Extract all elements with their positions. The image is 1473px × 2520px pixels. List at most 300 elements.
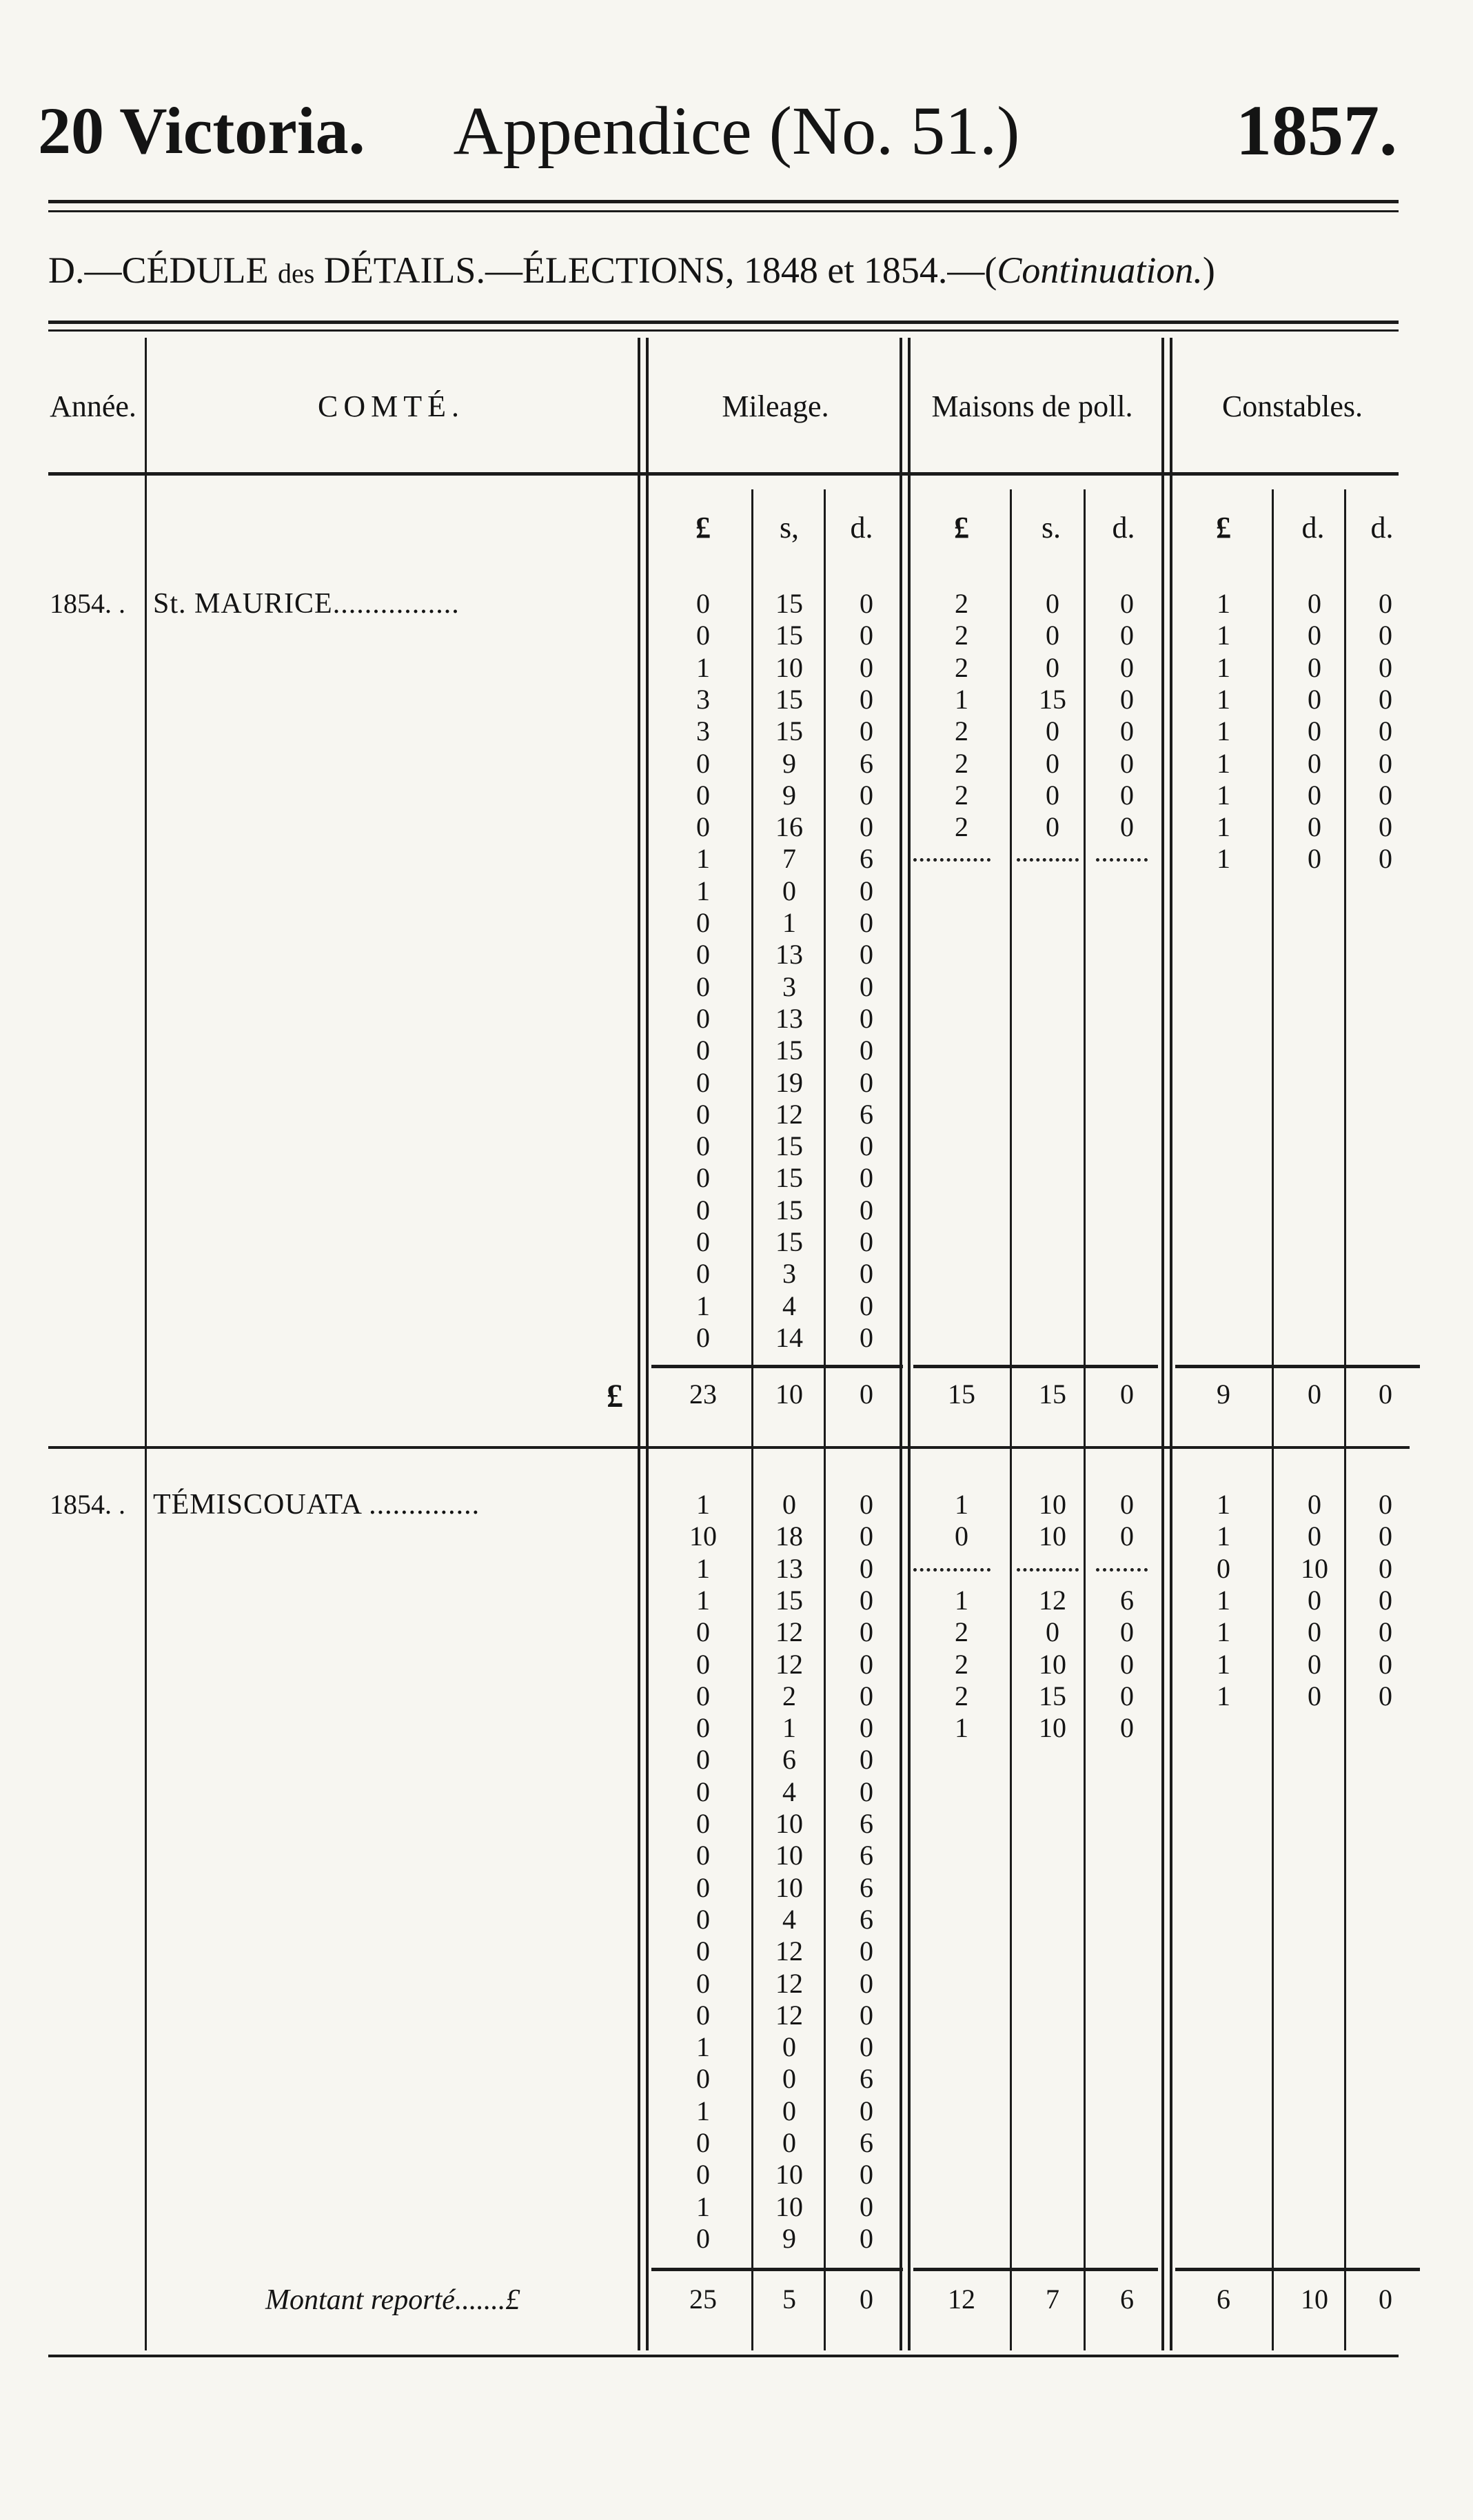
section1-mileage-r7-c0: 0 [696, 811, 710, 843]
section2-maisons-top-r1-c1: 10 [1039, 1521, 1066, 1552]
rule-comte-mileage-a [638, 338, 640, 2350]
section2-maisons-r4-c2: 0 [1120, 1712, 1134, 1744]
section2-mileage-r4-c1: 12 [775, 1616, 803, 1648]
section1-constables-r1-c0: 1 [1217, 620, 1230, 651]
section2-mileage-r16-c0: 0 [696, 1999, 710, 2031]
section1-mileage-r22-c1: 4 [782, 1290, 796, 1321]
section2-maisons-r0-c0: 1 [955, 1584, 968, 1616]
section1-mileage-r2-c1: 10 [775, 651, 803, 683]
section1-maisons-r7-c1: 0 [1046, 811, 1059, 843]
section2-constables-r5-c2: 0 [1379, 1648, 1392, 1680]
header-left: 20 Victoria. [38, 94, 365, 167]
section1-mileage-r10-c0: 0 [696, 907, 710, 938]
rule-annee-comte [145, 338, 147, 2350]
section1-mileage-r3-c1: 15 [775, 683, 803, 715]
unit-maisons-l: £ [954, 511, 969, 545]
section2-maisons-r1-c0: 2 [955, 1616, 968, 1648]
section1-mileage-r21-c1: 3 [782, 1258, 796, 1290]
section1-total-maisons-2: 0 [1120, 1379, 1134, 1410]
section2-constables-r0-c1: 0 [1308, 1489, 1321, 1520]
section2-mileage-r6-c1: 2 [782, 1680, 796, 1711]
section1-mileage-r20-c2: 0 [860, 1226, 873, 1257]
section2-maisons-top-r0-c1: 10 [1039, 1489, 1066, 1520]
section1-mileage-r0-c1: 15 [775, 588, 803, 619]
section1-constables-r4-c0: 1 [1217, 715, 1230, 747]
rule-maisons-d [1084, 489, 1086, 2350]
table-top-rule-2 [48, 329, 1399, 332]
section1-maisons-r4-c0: 2 [955, 715, 968, 747]
section2-mileage-r3-c0: 1 [696, 1584, 710, 1616]
section2-constables-r3-c0: 1 [1217, 1584, 1230, 1616]
section2-mileage-r19-c2: 0 [860, 2095, 873, 2126]
section1-mileage-r14-c2: 0 [860, 1035, 873, 1066]
section2-total-maisons-2: 6 [1120, 2284, 1134, 2315]
section1-total-constables-2: 0 [1379, 1379, 1392, 1410]
section1-mileage-r3-c0: 3 [696, 683, 710, 715]
section1-maisons-r3-c1: 15 [1039, 683, 1066, 715]
section2-mileage-r4-c0: 0 [696, 1616, 710, 1648]
section2-mileage-r17-c2: 0 [860, 2031, 873, 2063]
section1-maisons-r5-c2: 0 [1120, 747, 1134, 779]
section1-maisons-r5-c1: 0 [1046, 747, 1059, 779]
section2-maisons-r2-c1: 10 [1039, 1648, 1066, 1680]
section1-constables-r3-c1: 0 [1308, 683, 1321, 715]
table-title [48, 243, 1215, 301]
section2-mileage-r14-c2: 0 [860, 1935, 873, 1967]
section2-maisons-dots-1 [913, 1568, 991, 1572]
title-part3: DÉTAILS.—ÉLECTIONS, 1848 et 1854.—( [314, 250, 997, 291]
section1-maisons-r1-c1: 0 [1046, 620, 1059, 651]
section2-maisons-top-r0-c2: 0 [1120, 1489, 1134, 1520]
section1-mileage-r16-c1: 12 [775, 1098, 803, 1130]
section2-mileage-r2-c1: 13 [775, 1552, 803, 1584]
title-part1: D.—CÉDULE [48, 250, 278, 291]
section2-mileage-r9-c1: 4 [782, 1776, 796, 1807]
section1-mileage-r5-c1: 9 [782, 747, 796, 779]
section2-maisons-r3-c1: 15 [1039, 1680, 1066, 1711]
section2-constables-r5-c0: 1 [1217, 1648, 1230, 1680]
section2-maisons-top-r0-c0: 1 [955, 1489, 968, 1520]
section2-constables-r2-c1: 10 [1301, 1552, 1328, 1584]
section1-mileage-r6-c1: 9 [782, 779, 796, 811]
section2-constables-r4-c2: 0 [1379, 1616, 1392, 1648]
section2-maisons-r1-c1: 0 [1046, 1616, 1059, 1648]
unit-constables-l: £ [1216, 511, 1231, 545]
section1-maisons-r6-c1: 0 [1046, 779, 1059, 811]
section2-constables-r3-c2: 0 [1379, 1584, 1392, 1616]
section2-maisons-top-r1-c0: 0 [955, 1521, 968, 1552]
section2-total-constables-1: 10 [1301, 2284, 1328, 2315]
section2-mileage-r7-c2: 0 [860, 1712, 873, 1744]
colhead-rule [48, 472, 1399, 476]
section1-constables-r8-c2: 0 [1379, 843, 1392, 875]
section1-constables-r5-c0: 1 [1217, 747, 1230, 779]
section2-constables-r0-c0: 1 [1217, 1489, 1230, 1520]
section1-mileage-r18-c2: 0 [860, 1162, 873, 1194]
section2-mileage-r15-c0: 0 [696, 1967, 710, 1999]
section2-constables-r1-c1: 0 [1308, 1521, 1321, 1552]
section2-mileage-r17-c0: 1 [696, 2031, 710, 2063]
section2-mileage-r15-c2: 0 [860, 1967, 873, 1999]
unit-mileage-l: £ [695, 511, 711, 545]
section2-mileage-r10-c0: 0 [696, 1808, 710, 1839]
section1-maisons-r6-c2: 0 [1120, 779, 1134, 811]
section2-maisons-dots-3 [1096, 1568, 1148, 1572]
section1-maisons-dots-1 [913, 858, 991, 862]
section2-mileage-r10-c1: 10 [775, 1808, 803, 1839]
section2-constables-r1-c2: 0 [1379, 1521, 1392, 1552]
section2-total-mileage-1: 5 [782, 2284, 796, 2315]
section2-constables-r6-c1: 0 [1308, 1680, 1321, 1711]
header-center: Appendice (No. 51.) [453, 92, 1020, 169]
section1-mileage-r11-c2: 0 [860, 939, 873, 971]
section2-mileage-r21-c1: 10 [775, 2159, 803, 2191]
rule-constables-s [1272, 489, 1274, 2350]
section1-mileage-r7-c1: 16 [775, 811, 803, 843]
section1-total-maisons-1: 15 [1039, 1379, 1066, 1410]
section1-mileage-r19-c1: 15 [775, 1194, 803, 1226]
section1-total-rule-mileage [651, 1365, 903, 1368]
section2-maisons-r4-c1: 10 [1039, 1712, 1066, 1744]
section1-mileage-r17-c0: 0 [696, 1130, 710, 1162]
section2-constables-r2-c2: 0 [1379, 1552, 1392, 1584]
rule-maisons-constables-b [1170, 338, 1172, 2350]
section2-mileage-r7-c1: 1 [782, 1712, 796, 1744]
section1-year: 1854. . [50, 588, 125, 619]
section1-mileage-r13-c0: 0 [696, 1002, 710, 1034]
section1-constables-r3-c0: 1 [1217, 683, 1230, 715]
section1-mileage-r14-c1: 15 [775, 1035, 803, 1066]
section2-total-rule-mileage [651, 2268, 903, 2271]
section2-maisons-r0-c1: 12 [1039, 1584, 1066, 1616]
section2-total-constables-2: 0 [1379, 2284, 1392, 2315]
section2-county [153, 1489, 480, 1521]
section1-county-name: St. MAURICE [153, 588, 333, 620]
section2-mileage-r13-c1: 4 [782, 1903, 796, 1935]
section1-mileage-r6-c0: 0 [696, 779, 710, 811]
section2-mileage-r16-c2: 0 [860, 1999, 873, 2031]
section2-mileage-r1-c0: 10 [689, 1521, 717, 1552]
section2-total-mileage-2: 0 [860, 2284, 873, 2315]
section1-mileage-r22-c0: 1 [696, 1290, 710, 1321]
section1-mileage-r13-c2: 0 [860, 1002, 873, 1034]
section2-constables-r4-c1: 0 [1308, 1616, 1321, 1648]
section2-constables-r5-c1: 0 [1308, 1648, 1321, 1680]
section1-mileage-r20-c0: 0 [696, 1226, 710, 1257]
rule-mileage-s [751, 489, 753, 2350]
section1-constables-r2-c1: 0 [1308, 651, 1321, 683]
section1-constables-r4-c2: 0 [1379, 715, 1392, 747]
section2-mileage-r22-c1: 10 [775, 2191, 803, 2222]
section1-maisons-r0-c0: 2 [955, 588, 968, 619]
section1-mileage-r19-c2: 0 [860, 1194, 873, 1226]
col-annee: Année. [50, 389, 136, 423]
section1-mileage-r21-c0: 0 [696, 1258, 710, 1290]
section1-maisons-r4-c1: 0 [1046, 715, 1059, 747]
rule-mileage-maisons-b [908, 338, 911, 2350]
section2-year: 1854. . [50, 1489, 125, 1520]
rule-mileage-maisons-a [900, 338, 902, 2350]
section2-mileage-r8-c1: 6 [782, 1744, 796, 1776]
section1-maisons-r2-c0: 2 [955, 651, 968, 683]
section2-mileage-r19-c0: 1 [696, 2095, 710, 2126]
unit-constables-s: d. [1301, 511, 1325, 545]
col-maisons: Maisons de poll. [931, 389, 1133, 423]
section1-mileage-r5-c0: 0 [696, 747, 710, 779]
section1-mileage-r14-c0: 0 [696, 1035, 710, 1066]
section1-constables-r4-c1: 0 [1308, 715, 1321, 747]
section1-maisons-r3-c2: 0 [1120, 683, 1134, 715]
section2-constables-r1-c0: 1 [1217, 1521, 1230, 1552]
section1-constables-r7-c1: 0 [1308, 811, 1321, 843]
section2-mileage-r15-c1: 12 [775, 1967, 803, 1999]
section2-constables-r3-c1: 0 [1308, 1584, 1321, 1616]
section1-constables-r0-c0: 1 [1217, 588, 1230, 619]
section1-mileage-r12-c2: 0 [860, 971, 873, 1002]
section2-mileage-r16-c1: 12 [775, 1999, 803, 2031]
section1-maisons-r3-c0: 1 [955, 683, 968, 715]
section1-mileage-r1-c2: 0 [860, 620, 873, 651]
section2-mileage-r2-c2: 0 [860, 1552, 873, 1584]
section1-total-rule-constables [1175, 1365, 1420, 1368]
section2-mileage-r9-c2: 0 [860, 1776, 873, 1807]
section1-county [153, 588, 460, 620]
section1-total-mileage-0: 23 [689, 1379, 717, 1410]
section1-mileage-r4-c0: 3 [696, 715, 710, 747]
section1-maisons-r7-c2: 0 [1120, 811, 1134, 843]
bottom-rule [48, 2355, 1399, 2357]
section1-constables-r0-c2: 0 [1379, 588, 1392, 619]
section2-maisons-r2-c2: 0 [1120, 1648, 1134, 1680]
section1-constables-r1-c1: 0 [1308, 620, 1321, 651]
section1-constables-r8-c1: 0 [1308, 843, 1321, 875]
section2-mileage-r13-c0: 0 [696, 1903, 710, 1935]
section2-mileage-r1-c1: 18 [775, 1521, 803, 1552]
section1-mileage-r23-c0: 0 [696, 1321, 710, 1353]
unit-mileage-s: s, [779, 511, 800, 545]
section1-mileage-r10-c1: 1 [782, 907, 796, 938]
section1-mileage-r9-c0: 1 [696, 875, 710, 906]
section1-mileage-r23-c1: 14 [775, 1321, 803, 1353]
section2-constables-r4-c0: 1 [1217, 1616, 1230, 1648]
section2-mileage-r2-c0: 1 [696, 1552, 710, 1584]
section1-maisons-dots-3 [1096, 858, 1148, 862]
section1-mileage-r9-c1: 0 [782, 875, 796, 906]
section2-mileage-r8-c2: 0 [860, 1744, 873, 1776]
section1-mileage-r17-c2: 0 [860, 1130, 873, 1162]
section2-mileage-r6-c2: 0 [860, 1680, 873, 1711]
section2-maisons-r4-c0: 1 [955, 1712, 968, 1744]
section1-mileage-r10-c2: 0 [860, 907, 873, 938]
section2-mileage-r11-c2: 6 [860, 1840, 873, 1871]
section1-maisons-r5-c0: 2 [955, 747, 968, 779]
section2-maisons-r0-c2: 6 [1120, 1584, 1134, 1616]
section1-mileage-r4-c2: 0 [860, 715, 873, 747]
section1-constables-r7-c0: 1 [1217, 811, 1230, 843]
section2-mileage-r18-c1: 0 [782, 2063, 796, 2095]
section2-mileage-r0-c0: 1 [696, 1489, 710, 1520]
rule-comte-mileage-b [646, 338, 649, 2350]
rule-maisons-s [1010, 489, 1012, 2350]
section1-mileage-r15-c1: 19 [775, 1066, 803, 1098]
section2-mileage-r5-c2: 0 [860, 1648, 873, 1680]
section1-maisons-r1-c2: 0 [1120, 620, 1134, 651]
section1-mileage-r12-c1: 3 [782, 971, 796, 1002]
section2-mileage-r18-c0: 0 [696, 2063, 710, 2095]
section1-total-mileage-1: 10 [775, 1379, 803, 1410]
section1-total-label: £ [607, 1378, 623, 1414]
table-top-rule-1 [48, 321, 1399, 324]
section1-constables-r6-c0: 1 [1217, 779, 1230, 811]
section1-mileage-r12-c0: 0 [696, 971, 710, 1002]
section1-maisons-r4-c2: 0 [1120, 715, 1134, 747]
section2-mileage-r18-c2: 6 [860, 2063, 873, 2095]
header-right: 1857. [1236, 91, 1397, 170]
section1-total-constables-1: 0 [1308, 1379, 1321, 1410]
section1-mileage-r6-c2: 0 [860, 779, 873, 811]
section1-mileage-r16-c0: 0 [696, 1098, 710, 1130]
section2-mileage-r4-c2: 0 [860, 1616, 873, 1648]
unit-mileage-d: d. [850, 511, 873, 545]
section2-mileage-r11-c0: 0 [696, 1840, 710, 1871]
section2-maisons-r3-c0: 2 [955, 1680, 968, 1711]
section1-constables-r8-c0: 1 [1217, 843, 1230, 875]
section1-constables-r5-c1: 0 [1308, 747, 1321, 779]
section1-constables-r7-c2: 0 [1379, 811, 1392, 843]
title-part5: ) [1202, 250, 1215, 291]
section1-maisons-dots-2 [1017, 858, 1079, 862]
section2-mileage-r0-c2: 0 [860, 1489, 873, 1520]
section1-constables-r3-c2: 0 [1379, 683, 1392, 715]
section1-mileage-r1-c1: 15 [775, 620, 803, 651]
section1-mileage-r15-c2: 0 [860, 1066, 873, 1098]
section1-constables-r6-c1: 0 [1308, 779, 1321, 811]
section1-maisons-r7-c0: 2 [955, 811, 968, 843]
section2-mileage-r21-c2: 0 [860, 2159, 873, 2191]
section1-mileage-r8-c0: 1 [696, 843, 710, 875]
section1-maisons-r6-c0: 2 [955, 779, 968, 811]
section1-mileage-r16-c2: 6 [860, 1098, 873, 1130]
section1-mileage-r18-c1: 15 [775, 1162, 803, 1194]
section1-total-mileage-2: 0 [860, 1379, 873, 1410]
section2-maisons-dots-2 [1017, 1568, 1079, 1572]
section2-constables-r6-c2: 0 [1379, 1680, 1392, 1711]
col-mileage: Mileage. [722, 389, 829, 423]
section1-mileage-r0-c2: 0 [860, 588, 873, 619]
section1-constables-r0-c1: 0 [1308, 588, 1321, 619]
section1-maisons-r0-c1: 0 [1046, 588, 1059, 619]
section1-mileage-r23-c2: 0 [860, 1321, 873, 1353]
section1-total-rule-maisons [913, 1365, 1158, 1368]
section2-constables-r0-c2: 0 [1379, 1489, 1392, 1520]
section2-mileage-r12-c0: 0 [696, 1871, 710, 1903]
section2-county-name: TÉMISCOUATA [153, 1489, 361, 1521]
section2-mileage-r23-c1: 9 [782, 2222, 796, 2254]
section1-constables-r2-c0: 1 [1217, 651, 1230, 683]
section1-mileage-r19-c0: 0 [696, 1194, 710, 1226]
section2-constables-r2-c0: 0 [1217, 1552, 1230, 1584]
col-comte: COMTÉ. [318, 389, 465, 423]
section1-mileage-r13-c1: 13 [775, 1002, 803, 1034]
section1-mileage-r15-c0: 0 [696, 1066, 710, 1098]
section-divider [48, 1446, 1410, 1449]
section1-mileage-r2-c0: 1 [696, 651, 710, 683]
section1-constables-r6-c2: 0 [1379, 779, 1392, 811]
section1-maisons-r0-c2: 0 [1120, 588, 1134, 619]
section2-mileage-r23-c0: 0 [696, 2222, 710, 2254]
section1-constables-r2-c2: 0 [1379, 651, 1392, 683]
section2-mileage-r7-c0: 0 [696, 1712, 710, 1744]
section1-mileage-r3-c2: 0 [860, 683, 873, 715]
section1-mileage-r20-c1: 15 [775, 1226, 803, 1257]
section2-total-label: Montant reporté.......£ [265, 2284, 520, 2316]
unit-maisons-d: d. [1112, 511, 1135, 545]
section2-total-mileage-0: 25 [689, 2284, 717, 2315]
section1-mileage-r8-c1: 7 [782, 843, 796, 875]
section1-mileage-r21-c2: 0 [860, 1258, 873, 1290]
section1-mileage-r8-c2: 6 [860, 843, 873, 875]
section1-mileage-r18-c0: 0 [696, 1162, 710, 1194]
section1-mileage-r7-c2: 0 [860, 811, 873, 843]
section2-mileage-r8-c0: 0 [696, 1744, 710, 1776]
section1-total-maisons-0: 15 [948, 1379, 975, 1410]
section2-mileage-r1-c2: 0 [860, 1521, 873, 1552]
rule-constables-d [1344, 489, 1346, 2350]
section1-total-constables-0: 9 [1217, 1379, 1230, 1410]
section2-mileage-r22-c2: 0 [860, 2191, 873, 2222]
section2-mileage-r11-c1: 10 [775, 1840, 803, 1871]
section2-mileage-r5-c1: 12 [775, 1648, 803, 1680]
section2-mileage-r9-c0: 0 [696, 1776, 710, 1807]
section2-mileage-r12-c2: 6 [860, 1871, 873, 1903]
section2-mileage-r14-c0: 0 [696, 1935, 710, 1967]
header-rule-1 [48, 200, 1399, 203]
section2-mileage-r10-c2: 6 [860, 1808, 873, 1839]
section1-maisons-r2-c2: 0 [1120, 651, 1134, 683]
section2-mileage-r5-c0: 0 [696, 1648, 710, 1680]
section1-county-leader: ................ [332, 588, 460, 620]
section2-mileage-r17-c1: 0 [782, 2031, 796, 2063]
unit-maisons-s: s. [1041, 511, 1061, 545]
section2-mileage-r13-c2: 6 [860, 1903, 873, 1935]
header-rule-2 [48, 210, 1399, 212]
section1-maisons-r2-c1: 0 [1046, 651, 1059, 683]
section2-mileage-r22-c0: 1 [696, 2191, 710, 2222]
section2-maisons-r3-c2: 0 [1120, 1680, 1134, 1711]
section2-total-maisons-0: 12 [948, 2284, 975, 2315]
section2-mileage-r23-c2: 0 [860, 2222, 873, 2254]
section2-county-leader: .............. [369, 1489, 480, 1521]
section1-mileage-r5-c2: 6 [860, 747, 873, 779]
section2-mileage-r20-c1: 0 [782, 2127, 796, 2158]
section1-mileage-r11-c0: 0 [696, 939, 710, 971]
section1-constables-r1-c2: 0 [1379, 620, 1392, 651]
col-constables: Constables. [1221, 389, 1363, 423]
section2-mileage-r3-c2: 0 [860, 1584, 873, 1616]
section2-total-rule-constables [1175, 2268, 1420, 2271]
section1-mileage-r4-c1: 15 [775, 715, 803, 747]
section1-mileage-r11-c1: 13 [775, 939, 803, 971]
section2-mileage-r6-c0: 0 [696, 1680, 710, 1711]
section2-mileage-r20-c0: 0 [696, 2127, 710, 2158]
section2-mileage-r21-c0: 0 [696, 2159, 710, 2191]
section2-constables-r6-c0: 1 [1217, 1680, 1230, 1711]
section2-mileage-r20-c2: 6 [860, 2127, 873, 2158]
section1-mileage-r22-c2: 0 [860, 1290, 873, 1321]
section1-mileage-r2-c2: 0 [860, 651, 873, 683]
section2-total-constables-0: 6 [1217, 2284, 1230, 2315]
section2-mileage-r14-c1: 12 [775, 1935, 803, 1967]
